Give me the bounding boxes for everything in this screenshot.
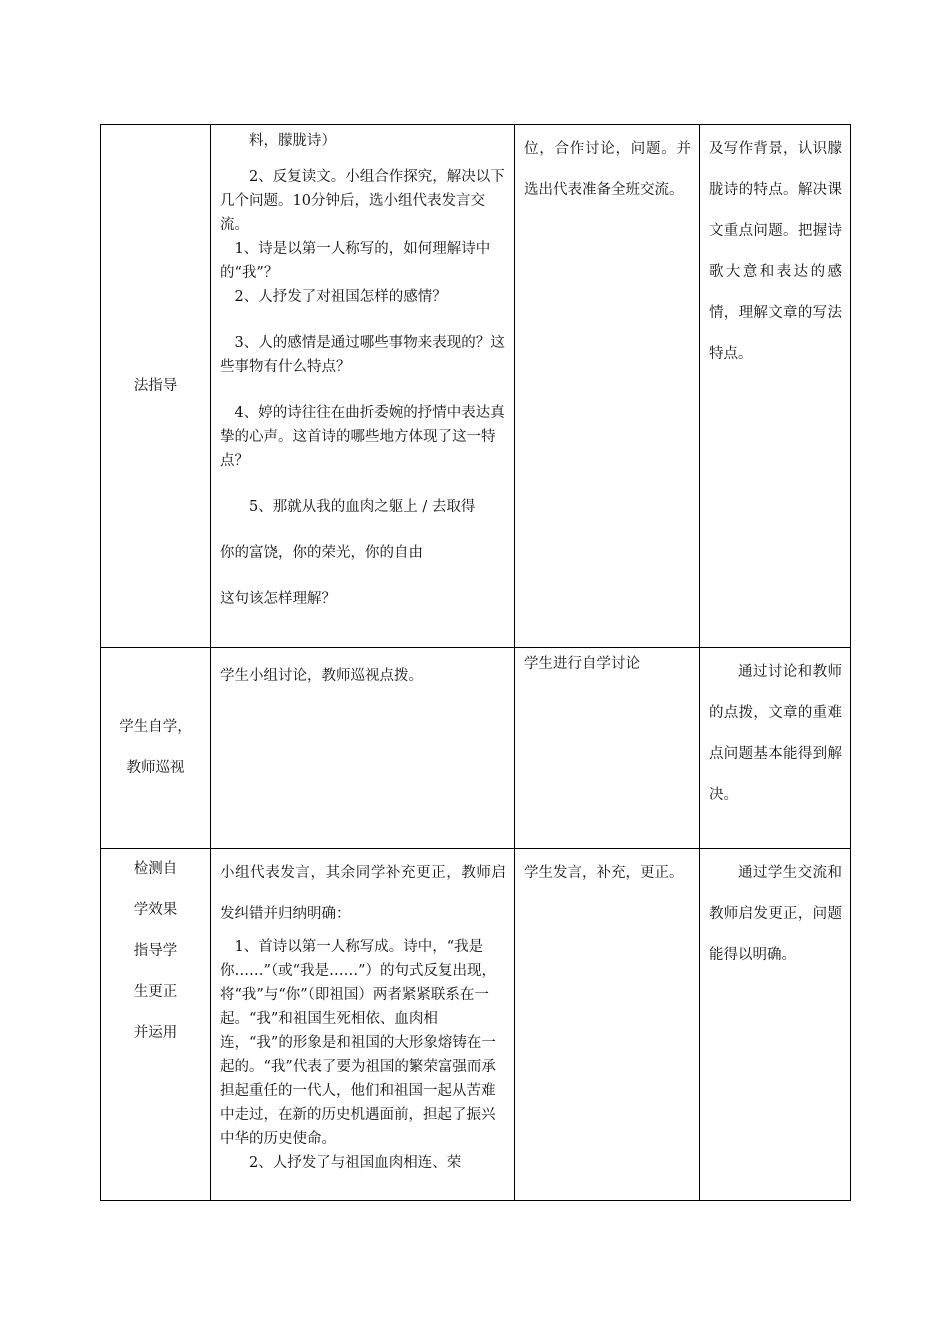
stage-cell xyxy=(101,125,211,648)
student-activity-cell xyxy=(515,648,700,849)
student-activity-cell xyxy=(515,125,700,648)
stage-label-line: 教师巡视 xyxy=(126,760,185,776)
answer-1: 1、首诗以第一人称写成。诗中，“我是你……”（或“我是……”）的句式反复出现，将“我”与“你”（即祖国）两者紧紧联系在一起。“我”和祖国生死相依、血肉相连，“我”的形象是和祖国的大形象熔铸在一起的。“我”代表了要为祖国的繁荣富强而承担起重任的一代人，他们和祖国一起从苦难中走过，在新的历史机遇面前，担起了振兴中华的历史使命。 xyxy=(220,939,496,1147)
table-row xyxy=(101,648,851,849)
stage-label-line: 学生自学， xyxy=(119,719,192,735)
stage-label-line: 并运用 xyxy=(133,1025,178,1041)
stage-cell xyxy=(101,849,211,1201)
stage-label-line: 生更正 xyxy=(133,984,178,1000)
purpose-text: 通过学生交流和教师启发更正，问题能得以明确。 xyxy=(709,865,842,963)
paragraph: 小组代表发言，其余同学补充更正，教师启发纠错并归纳明确： xyxy=(220,865,506,922)
lesson-plan-table xyxy=(100,124,851,1201)
stage-label: 法指导 xyxy=(133,378,178,394)
purpose-cell xyxy=(700,849,851,1201)
quote-line: 你的富饶，你的荣光，你的自由 xyxy=(220,545,423,561)
stage-label-line: 检测自 xyxy=(133,861,178,877)
paragraph: 学生小组讨论，教师巡视点拨。 xyxy=(220,668,423,684)
purpose-cell xyxy=(700,125,851,648)
teacher-activity-cell xyxy=(211,125,515,648)
stage-cell xyxy=(101,648,211,849)
table-row xyxy=(101,849,851,1201)
teacher-activity-cell xyxy=(211,648,515,849)
student-activity-text: 学生发言，补充，更正。 xyxy=(524,865,684,881)
answer-2: 2、人抒发了与祖国血肉相连、荣 xyxy=(249,1155,462,1171)
purpose-cell xyxy=(700,648,851,849)
table-row xyxy=(101,125,851,648)
purpose-text: 及写作背景，认识朦胧诗的特点。解决课文重点问题。把握诗歌大意和表达的感情，理解文章的写法特点。 xyxy=(709,141,842,362)
question-1: 1、诗是以第一人称写的，如何理解诗中的“我”？ xyxy=(220,241,491,281)
student-activity-text: 学生进行自学讨论 xyxy=(524,656,640,672)
purpose-text: 通过讨论和教师的点拨，文章的重难点问题基本能得到解决。 xyxy=(709,664,842,803)
teacher-activity-cell xyxy=(211,849,515,1201)
question-2: 2、人抒发了对祖国怎样的感情？ xyxy=(234,289,447,305)
student-activity-text: 位，合作讨论，问题。并选出代表准备全班交流。 xyxy=(524,141,691,198)
student-activity-cell xyxy=(515,849,700,1201)
question-4: 4、婷的诗往往在曲折委婉的抒情中表达真挚的心声。这首诗的哪些地方体现了这一特点？ xyxy=(220,405,505,469)
paragraph: 2、反复读文。小组合作探究，解决以下几个问题。10分钟后，选小组代表发言交流。 xyxy=(220,169,505,233)
paragraph: 料，朦胧诗） xyxy=(249,133,336,149)
question-prompt: 这句该怎样理解？ xyxy=(220,591,336,607)
question-5: 5、那就从我的血肉之躯上 / 去取得 xyxy=(249,499,476,515)
question-3: 3、人的感情是通过哪些事物来表现的？这些事物有什么特点？ xyxy=(220,335,505,375)
stage-label-line: 指导学 xyxy=(133,943,178,959)
stage-label-line: 学效果 xyxy=(133,902,178,918)
